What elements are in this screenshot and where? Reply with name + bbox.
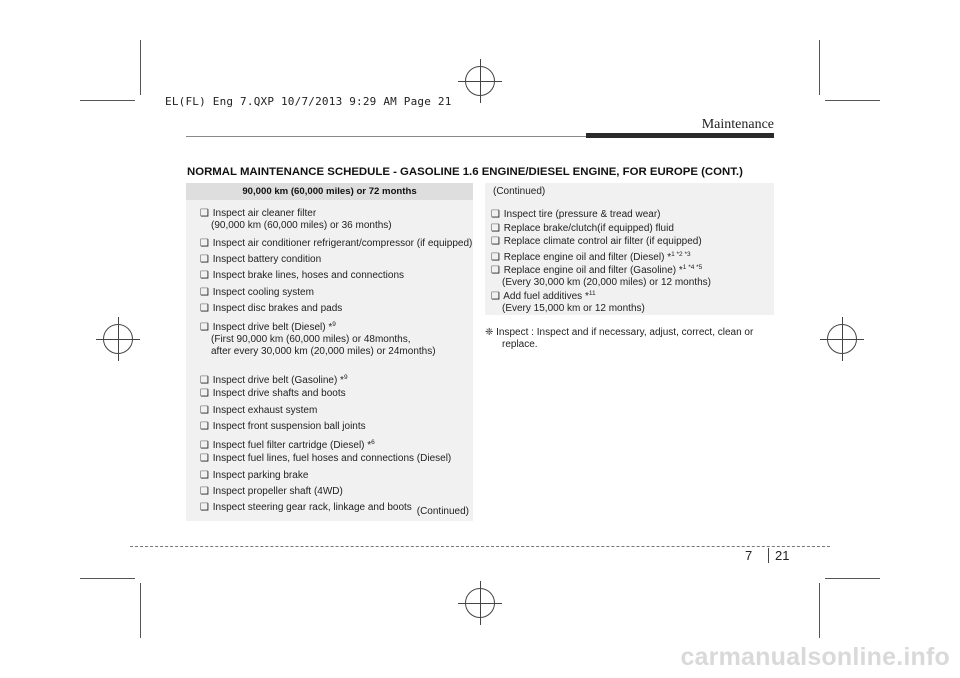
footer-rule	[130, 546, 830, 547]
checkbox-icon: ❑	[200, 238, 209, 249]
item-text: Inspect brake lines, hoses and connections	[210, 270, 405, 281]
schedule-item	[200, 287, 314, 299]
schedule-item	[200, 388, 346, 400]
schedule-item	[200, 238, 472, 250]
footnote-ref: 9	[343, 374, 348, 381]
print-slug: EL(FL) Eng 7.QXP 10/7/2013 9:29 AM Page 21	[165, 95, 452, 108]
item-text: Replace climate control air filter (if equipped)	[501, 236, 702, 247]
footnote-ref: 1 *4 *5	[682, 264, 703, 271]
checkbox-icon: ❑	[491, 252, 500, 263]
item-text: Inspect disc brakes and pads	[210, 303, 343, 314]
chapter-number: 7	[745, 548, 753, 563]
note-line-1: ❈ Inspect : Inspect and if necessary, adjust, correct, clean or	[485, 327, 754, 338]
item-text: Inspect parking brake	[210, 470, 309, 481]
item-detail: after every 30,000 km (20,000 miles) or 24months)	[211, 346, 436, 357]
checkbox-icon: ❑	[491, 236, 500, 247]
schedule-item	[200, 437, 375, 452]
checkbox-icon: ❑	[200, 303, 209, 314]
registration-mark-top	[465, 66, 495, 96]
item-text: Inspect drive belt (Gasoline) *	[210, 375, 344, 386]
crop-mark-tl-v	[140, 40, 141, 95]
checkbox-icon: ❑	[200, 405, 209, 416]
schedule-item	[200, 502, 412, 514]
footnote-ref: 11	[588, 290, 596, 297]
footnote-ref: 9	[332, 321, 336, 328]
checkbox-icon: ❑	[200, 388, 209, 399]
item-text: Inspect tire (pressure & tread wear)	[501, 209, 661, 220]
checkbox-icon: ❑	[200, 453, 209, 464]
crop-mark-tl-h	[80, 100, 135, 101]
crop-mark-br-v	[819, 583, 820, 638]
crop-mark-tr-v	[819, 40, 820, 95]
item-text: Replace engine oil and filter (Gasoline) *	[501, 265, 683, 276]
item-text: Replace engine oil and filter (Diesel) *	[501, 252, 672, 263]
footnote-ref: 1 *2 *3	[671, 251, 691, 258]
checkbox-icon: ❑	[200, 486, 209, 497]
schedule-item	[491, 262, 711, 289]
schedule-item	[200, 470, 308, 482]
checkbox-icon: ❑	[491, 223, 500, 234]
schedule-item	[200, 319, 436, 358]
interval-header: 90,000 km (60,000 miles) or 72 months	[186, 183, 473, 200]
item-text: Inspect steering gear rack, linkage and boots	[210, 502, 412, 513]
crop-mark-br-h	[825, 578, 880, 579]
schedule-item	[491, 223, 674, 235]
footnote-ref: 6	[371, 439, 375, 446]
item-text: Inspect air cleaner filter	[210, 208, 317, 219]
item-text: Inspect front suspension ball joints	[210, 421, 366, 432]
page-number: 21	[775, 548, 790, 563]
checkbox-icon: ❑	[200, 470, 209, 481]
checkbox-icon: ❑	[200, 421, 209, 432]
registration-mark-right	[827, 324, 857, 354]
item-detail: (Every 15,000 km or 12 months)	[502, 303, 645, 314]
item-text: Inspect drive belt (Diesel) *	[210, 322, 333, 333]
checkbox-icon: ❑	[200, 287, 209, 298]
checkbox-icon: ❑	[200, 375, 209, 386]
item-detail: (Every 30,000 km (20,000 miles) or 12 months)	[502, 277, 711, 288]
item-text: Inspect fuel lines, fuel hoses and connections (Diesel)	[210, 453, 452, 464]
schedule-item	[491, 209, 661, 221]
item-detail: (First 90,000 km (60,000 miles) or 48months,	[211, 334, 411, 345]
checkbox-icon: ❑	[200, 270, 209, 281]
schedule-item	[200, 254, 321, 266]
item-text: Inspect exhaust system	[210, 405, 318, 416]
item-text: Inspect air conditioner refrigerant/compressor (if equipped)	[210, 238, 473, 249]
checkbox-icon: ❑	[491, 265, 500, 276]
section-title: Maintenance	[701, 117, 774, 132]
schedule-panel-right	[485, 183, 774, 315]
registration-mark-bottom	[465, 588, 495, 618]
inspect-note	[485, 327, 774, 351]
item-text: Inspect fuel filter cartridge (Diesel) *	[210, 440, 372, 451]
schedule-item	[200, 372, 348, 387]
schedule-item	[200, 208, 392, 232]
checkbox-icon: ❑	[200, 254, 209, 265]
item-text: Replace brake/clutch(if equipped) fluid	[501, 223, 674, 234]
item-text: Inspect propeller shaft (4WD)	[210, 486, 343, 497]
crop-mark-bl-h	[80, 578, 135, 579]
page-number-divider	[768, 548, 769, 563]
continued-label: (Continued)	[416, 506, 469, 517]
item-text: Inspect cooling system	[210, 287, 314, 298]
item-text: Inspect battery condition	[210, 254, 322, 265]
schedule-heading: NORMAL MAINTENANCE SCHEDULE - GASOLINE 1.6 ENGINE/DIESEL ENGINE, FOR EUROPE (CONT.)	[187, 166, 743, 178]
checkbox-icon: ❑	[200, 502, 209, 513]
item-detail: (90,000 km (60,000 miles) or 36 months)	[211, 220, 392, 231]
crop-mark-bl-v	[140, 583, 141, 638]
checkbox-icon: ❑	[200, 440, 209, 451]
continued-label: (Continued)	[493, 186, 546, 197]
schedule-panel-left	[186, 183, 473, 521]
schedule-item	[200, 453, 451, 465]
schedule-item	[200, 486, 343, 498]
schedule-item	[200, 270, 404, 282]
crop-mark-tr-h	[825, 100, 880, 101]
schedule-item	[200, 421, 366, 433]
schedule-item	[200, 405, 317, 417]
note-line-2: replace.	[502, 339, 538, 350]
watermark: carmanualsonline.info	[680, 643, 950, 671]
checkbox-icon: ❑	[491, 291, 500, 302]
header-rule-accent	[586, 133, 774, 138]
schedule-item	[491, 236, 702, 248]
schedule-item	[491, 288, 645, 315]
header-rule	[186, 136, 586, 137]
checkbox-icon: ❑	[200, 208, 209, 219]
item-text: Add fuel additives *	[501, 291, 589, 302]
item-text: Inspect drive shafts and boots	[210, 388, 346, 399]
checkbox-icon: ❑	[491, 209, 500, 220]
registration-mark-left	[103, 324, 133, 354]
checkbox-icon: ❑	[200, 322, 209, 333]
schedule-item	[200, 303, 342, 315]
